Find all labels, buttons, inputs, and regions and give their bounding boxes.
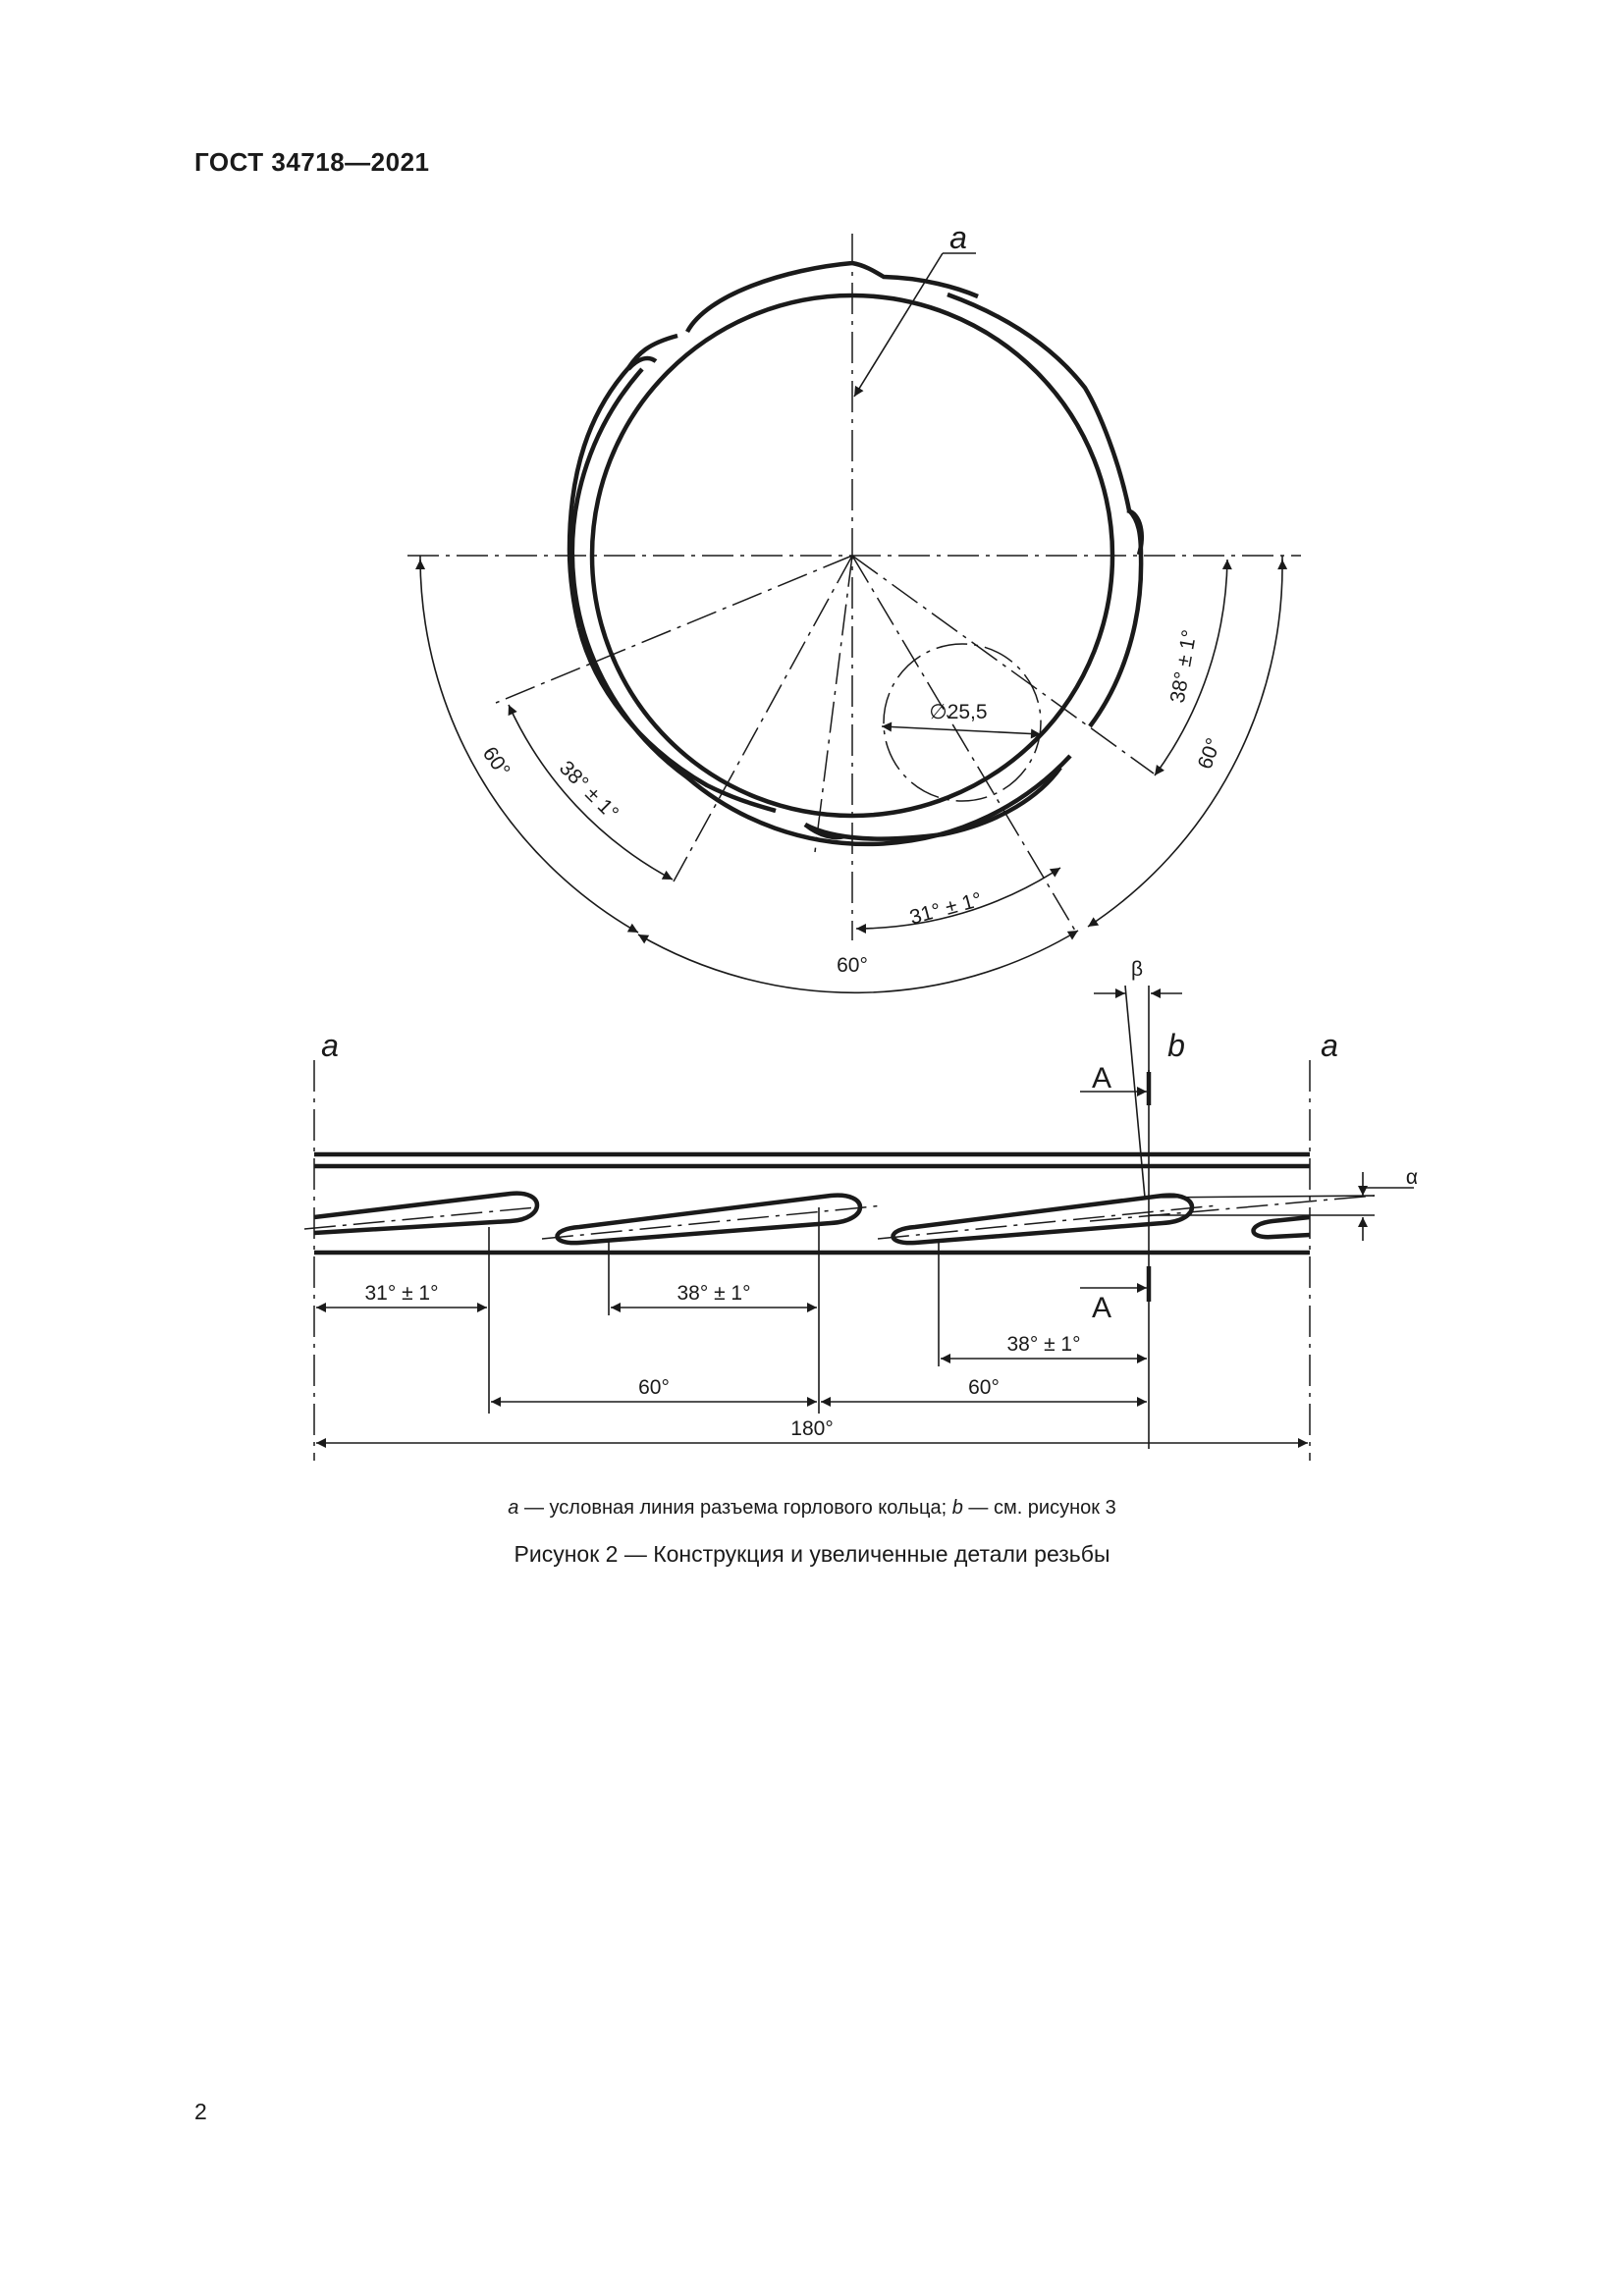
- dim-38-second-label: 38° ± 1°: [1006, 1333, 1081, 1356]
- arc-60-left: [420, 560, 638, 933]
- top-view: [407, 220, 1301, 992]
- dim-60-first-label: 60°: [638, 1376, 670, 1399]
- dim-38-first-label: 38° ± 1°: [677, 1282, 751, 1305]
- angle-60-right-label: 60°: [1193, 734, 1226, 773]
- angle-60-bottom-label: 60°: [837, 954, 868, 977]
- angle-38-right-label: 38° ± 1°: [1165, 627, 1202, 705]
- development-view: [304, 958, 1418, 1461]
- dim-31-label: 31° ± 1°: [364, 1282, 439, 1305]
- figure-legend: [0, 1497, 1624, 1520]
- thread-slot-2: [558, 1196, 861, 1244]
- callout-b: b: [1167, 1028, 1185, 1063]
- legend-a-key: a: [508, 1497, 519, 1519]
- legend-b-key: b: [951, 1497, 963, 1519]
- dim-60-second-label: 60°: [968, 1376, 1000, 1399]
- callout-a-leader: [854, 253, 943, 397]
- figure-caption: Рисунок 2 — Конструкция и увеличенные детали резьбы: [514, 1541, 1110, 1567]
- radial-line-3: [815, 556, 852, 852]
- document-standard-header: ГОСТ 34718—2021: [194, 147, 430, 177]
- legend-b-text: — см. рисунок 3: [962, 1497, 1116, 1519]
- page-number: 2: [194, 2099, 207, 2124]
- legend-a-text: — условная линия разъема горлового кольца;: [518, 1497, 952, 1519]
- section-marker-top: A: [1091, 1062, 1112, 1095]
- angle-31-label: 31° ± 1°: [907, 887, 985, 930]
- callout-a-left: a: [321, 1028, 339, 1063]
- thread-lug-right: [947, 294, 1141, 726]
- callout-a-right: a: [1321, 1028, 1338, 1063]
- diameter-dimension-line: [882, 726, 1041, 734]
- callout-a-top: a: [949, 220, 967, 255]
- section-marker-bottom: A: [1091, 1292, 1112, 1324]
- diameter-label: ∅25,5: [929, 701, 988, 723]
- thread-slot-3: [893, 1196, 1193, 1244]
- beta-label: β: [1130, 958, 1144, 981]
- alpha-label: α: [1405, 1166, 1419, 1189]
- dim-180-label: 180°: [790, 1417, 834, 1440]
- thread-slot-1: [314, 1194, 537, 1233]
- radial-line-1: [496, 556, 852, 703]
- thread-slot-4: [1254, 1217, 1311, 1237]
- arc-60-right: [1088, 560, 1282, 927]
- thread-bump-right: [1127, 510, 1142, 555]
- angle-38-left-label: 38° ± 1°: [554, 756, 623, 826]
- angle-60-left-label: 60°: [477, 742, 514, 781]
